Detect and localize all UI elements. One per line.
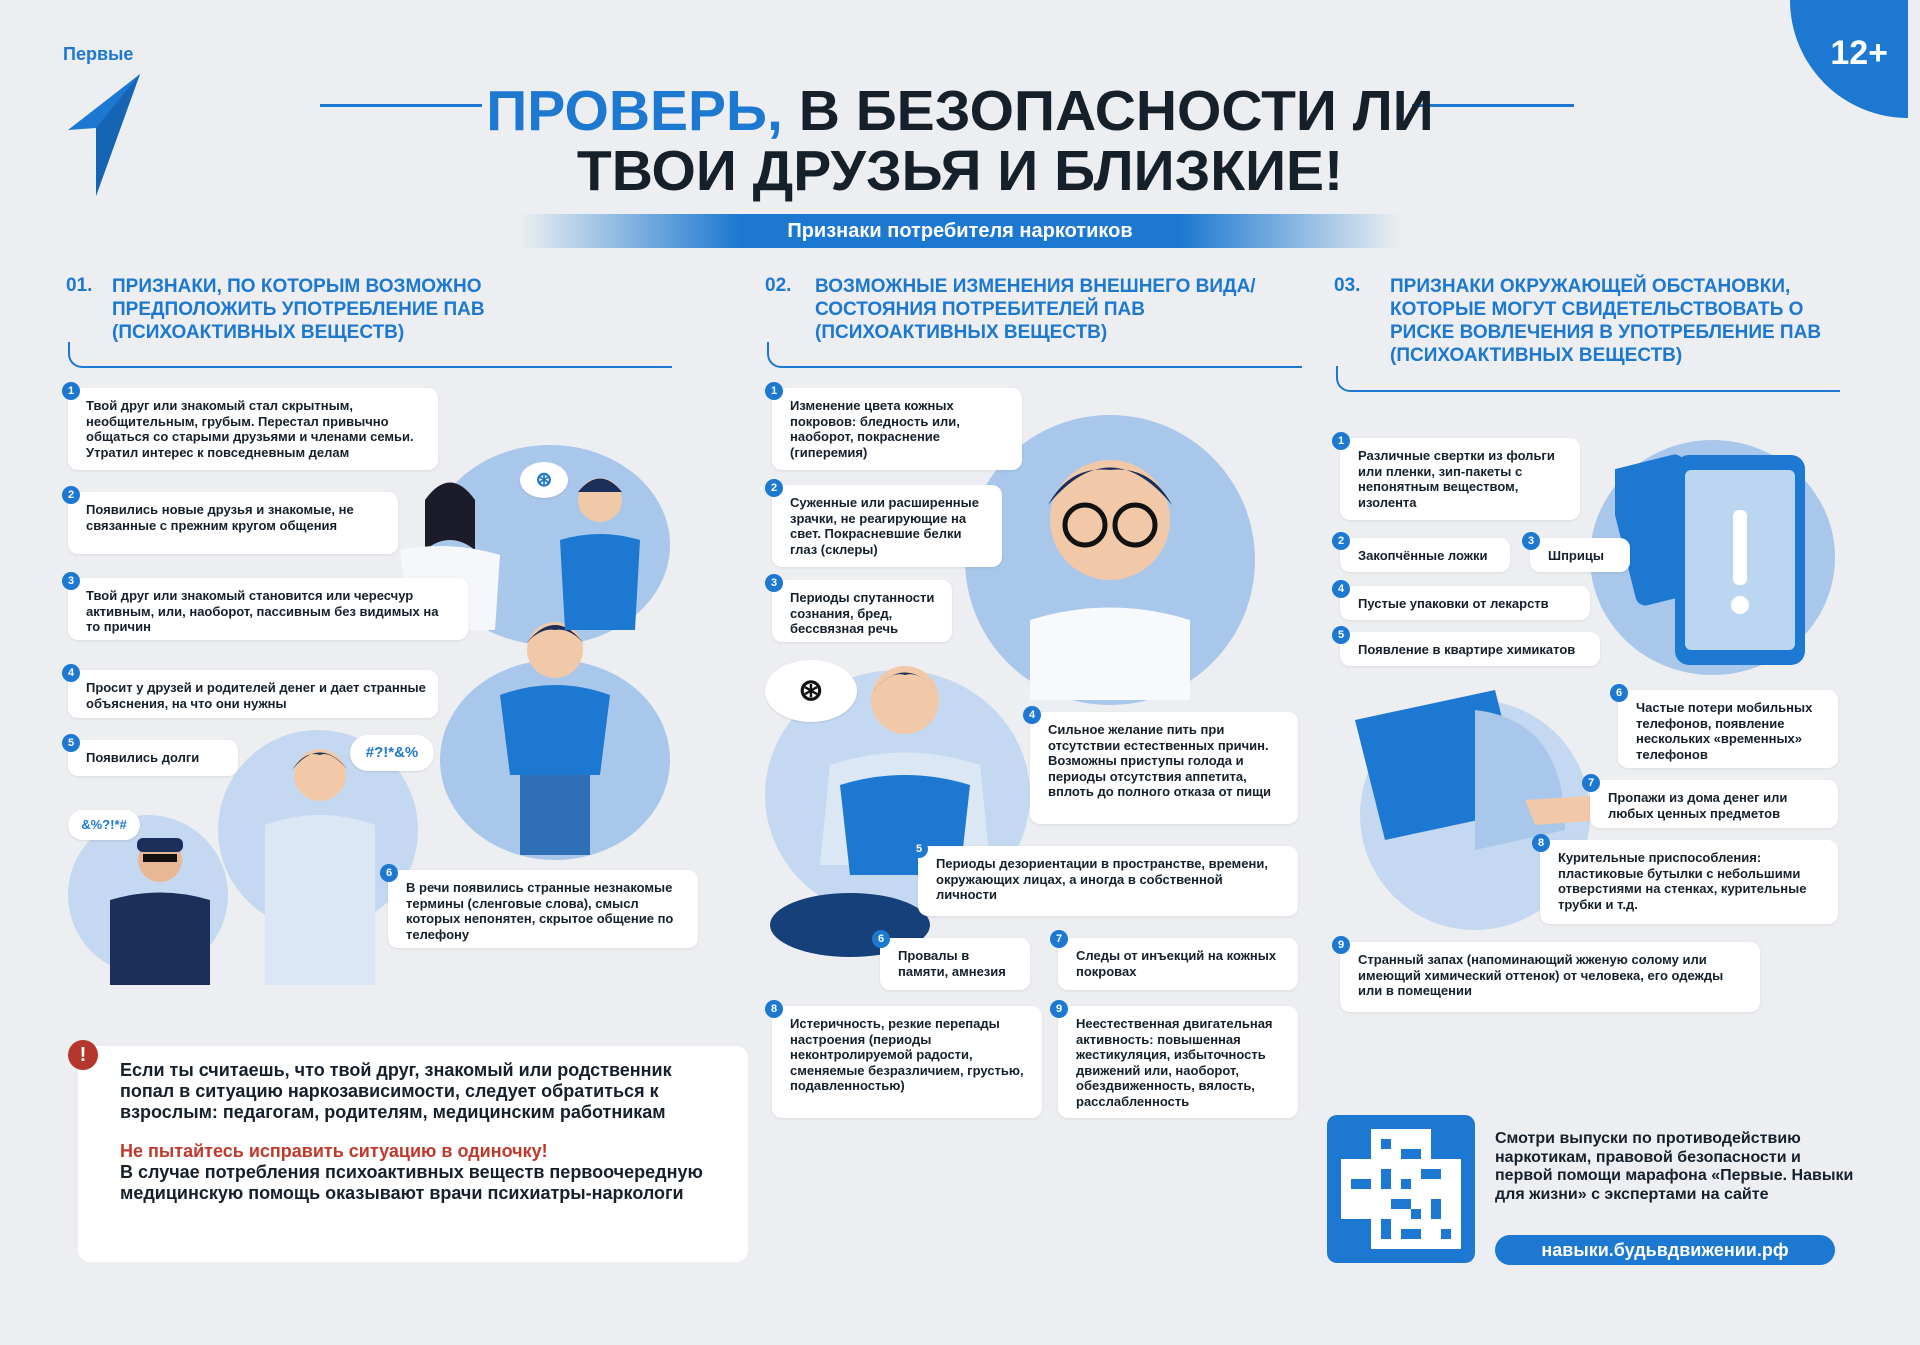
speech-bubble-symbols-right: #?!*&% [350, 735, 434, 771]
s3-item-5-text: Появление в квартире химикатов [1358, 642, 1576, 657]
s3-num-3: 3 [1522, 532, 1540, 550]
site-url-link[interactable]: навыки.будьвдвижении.рф [1495, 1235, 1835, 1265]
s3-num-4: 4 [1332, 580, 1350, 598]
s1-num-2: 2 [62, 486, 80, 504]
warning-box [78, 1046, 748, 1262]
speech-bubble-confused: ⊛ [520, 462, 568, 498]
title-accent: ПРОВЕРЬ, [486, 79, 783, 143]
s1-item-2 [68, 492, 398, 554]
section-1-rule [68, 342, 672, 368]
s3-item-7-text: Пропажи из дома денег или любых ценных предметов [1608, 790, 1788, 821]
s3-item-8-text: Курительные приспособления: пластиковые бутылки с небольшими отверстиями на стенках, курительные трубки и т.д. [1558, 850, 1807, 912]
s3-item-1 [1340, 438, 1580, 520]
s2-item-1-text: Изменение цвета кожных покровов: бледность или, наоборот, покраснение (гиперемия) [790, 398, 960, 460]
s3-item-8 [1540, 840, 1838, 924]
s1-num-3: 3 [62, 572, 80, 590]
s2-num-4: 4 [1023, 706, 1041, 724]
s1-num-6: 6 [380, 864, 398, 882]
s2-item-3-text: Периоды спутанности сознания, бред, бессвязная речь [790, 590, 935, 636]
logo-text: Первые [63, 44, 134, 64]
section-3-number: 03. [1334, 275, 1361, 296]
s2-num-5: 5 [910, 840, 928, 858]
section-2-number: 02. [765, 275, 792, 296]
s3-item-6-text: Частые потери мобильных телефонов, появление нескольких «временных» телефонов [1636, 700, 1813, 762]
s2-item-6-text: Провалы в памяти, амнезия [898, 948, 1006, 979]
s2-item-9-text: Неестественная двигательная активность: повышенная жестикуляция, избыточность движений или, наоборот, обездвиженность, вялость, расслабленность [1076, 1016, 1273, 1109]
warning-main-text: Если ты считаешь, что твой друг, знакомый или родственник попал в ситуацию наркозависимости, следует обратиться к взрослым: педагогам, родителям, медицинским работникам [120, 1060, 672, 1122]
s2-item-8 [772, 1006, 1042, 1118]
section-2-rule [767, 342, 1302, 368]
s1-num-1: 1 [62, 382, 80, 400]
qr-code-pattern [1341, 1129, 1461, 1249]
s2-item-4-text: Сильное желание пить при отсутствии естественных причин. Возможны приступы голода и периоды отсутствия аппетита, вплоть до полного отказа от пищи [1048, 722, 1272, 799]
page-title [0, 80, 1920, 142]
topic-banner: Признаки потребителя наркотиков [520, 214, 1400, 248]
s3-item-4-text: Пустые упаковки от лекарств [1358, 596, 1549, 611]
s1-item-3-text: Твой друг или знакомый становится или чересчур активным, или, наоборот, пассивным без видимых на то причин [86, 588, 439, 634]
s3-num-2: 2 [1332, 532, 1350, 550]
s2-num-7: 7 [1050, 930, 1068, 948]
warning-red-text: Не пытайтесь исправить ситуацию в одиночку! [120, 1141, 548, 1161]
section-3-rule [1336, 366, 1840, 392]
s3-item-3 [1530, 538, 1630, 572]
s3-item-7 [1590, 780, 1838, 828]
s2-item-4 [1030, 712, 1298, 824]
s1-item-1-text: Твой друг или знакомый стал скрытным, необщительным, грубым. Перестал привычно общаться со старыми друзьями и членами семьи. Утратил интерес к повседневным делам [86, 398, 414, 460]
s1-num-5: 5 [62, 734, 80, 752]
s2-item-3 [772, 580, 952, 642]
s1-item-6 [388, 870, 698, 948]
s1-item-5 [68, 740, 238, 776]
s3-item-6 [1618, 690, 1838, 768]
s1-item-5-text: Появились долги [86, 750, 200, 765]
person-glasses-icon [990, 420, 1230, 700]
s2-num-9: 9 [1050, 1000, 1068, 1018]
warning-icon: ! [68, 1040, 98, 1070]
s1-item-4 [68, 670, 438, 718]
s3-item-9-text: Странный запах (напоминающий жженую солому или имеющий химический оттенок) от человека, его одежды или в помещении [1358, 952, 1724, 998]
person-figure-icon [480, 605, 630, 865]
s2-item-5-text: Периоды дезориентации в пространстве, времени, окружающих лицах, а иногда в собственной личности [936, 856, 1268, 902]
age-rating-text: 12+ [1830, 34, 1888, 72]
s3-item-4 [1340, 586, 1590, 620]
s2-num-1: 1 [765, 382, 783, 400]
s2-num-6: 6 [872, 930, 890, 948]
s1-item-1 [68, 388, 438, 470]
s3-num-1: 1 [1332, 432, 1350, 450]
s2-item-5 [918, 846, 1298, 916]
s1-item-4-text: Просит у друзей и родителей денег и дает странные объяснения, на что они нужны [86, 680, 426, 711]
qr-pattern-icon [1341, 1129, 1461, 1249]
s3-item-2 [1340, 538, 1510, 572]
s2-num-8: 8 [765, 1000, 783, 1018]
s2-item-2-text: Суженные или расширенные зрачки, не реагирующие на свет. Покрасневшие белки глаз (склеры) [790, 495, 979, 557]
s3-num-8: 8 [1532, 834, 1550, 852]
s3-item-5 [1340, 632, 1600, 666]
s3-num-6: 6 [1610, 684, 1628, 702]
s3-num-5: 5 [1332, 626, 1350, 644]
s2-item-9 [1058, 1006, 1298, 1118]
s3-num-7: 7 [1582, 774, 1600, 792]
s1-item-6-text: В речи появились странные незнакомые термины (сленговые слова), смысл которых непонятен, скрытое общение по телефону [406, 880, 674, 942]
page-title-line2: ТВОИ ДРУЗЬЯ И БЛИЗКИЕ! [576, 139, 1344, 203]
s2-item-8-text: Истеричность, резкие перепады настроения (периоды неконтролируемой радости, сменяемые безразличием, грустью, подавленностью) [790, 1016, 1024, 1093]
s3-item-1-text: Различные свертки из фольги или пленки, зип-пакеты с непонятным веществом, изолента [1358, 448, 1555, 510]
person-cap-icon [95, 820, 225, 985]
section-1-heading: ПРИЗНАКИ, ПО КОТОРЫМ ВОЗМОЖНО ПРЕДПОЛОЖИТЬ УПОТРЕБЛЕНИЕ ПАВ (ПСИХОАКТИВНЫХ ВЕЩЕСТВ) [112, 276, 485, 343]
promo-text: Смотри выпуски по противодействию наркотикам, правовой безопасности и первой помощи марафона «Первые. Навыки для жизни» с экспертами на сайте [1495, 1130, 1854, 1203]
speech-bubble-tangle: ⊛ [765, 660, 857, 722]
s1-item-2-text: Появились новые друзья и знакомые, не связанные с прежним кругом общения [86, 502, 354, 533]
s3-item-2-text: Закопчённые ложки [1358, 548, 1488, 563]
s3-num-9: 9 [1332, 936, 1350, 954]
s2-item-2 [772, 485, 1002, 567]
s2-item-1 [772, 388, 1022, 470]
section-2-heading: ВОЗМОЖНЫЕ ИЗМЕНЕНИЯ ВНЕШНЕГО ВИДА/СОСТОЯНИЯ ПОТРЕБИТЕЛЕЙ ПАВ (ПСИХОАКТИВНЫХ ВЕЩЕСТВ) [815, 276, 1256, 343]
s2-num-2: 2 [765, 479, 783, 497]
section-3-heading: ПРИЗНАКИ ОКРУЖАЮЩЕЙ ОБСТАНОВКИ, КОТОРЫЕ МОГУТ СВИДЕТЕЛЬСТВОВАТЬ О РИСКЕ ВОВЛЕЧЕНИЯ В УПОТРЕБЛЕНИЕ ПАВ (ПСИХОАКТИВНЫХ ВЕЩЕСТВ) [1390, 276, 1822, 366]
s2-item-6 [880, 938, 1030, 990]
s2-num-3: 3 [765, 574, 783, 592]
s1-num-4: 4 [62, 664, 80, 682]
qr-code[interactable] [1327, 1115, 1475, 1263]
warning-sub-text: В случае потребления психоактивных веществ первоочередную медицинскую помощь оказывают врачи психиатры-наркологи [120, 1162, 703, 1203]
s2-item-7 [1058, 938, 1298, 990]
title-line1: В БЕЗОПАСНОСТИ ЛИ [798, 79, 1434, 143]
s3-item-3-text: Шприцы [1548, 548, 1604, 563]
section-1-number: 01. [66, 275, 93, 296]
s3-item-9 [1340, 942, 1760, 1012]
s2-item-7-text: Следы от инъекций на кожных покровах [1076, 948, 1277, 979]
speech-bubble-symbols-left: &%?!*# [68, 810, 140, 840]
phones-warning-icon [1615, 440, 1825, 670]
s1-item-3 [68, 578, 468, 640]
